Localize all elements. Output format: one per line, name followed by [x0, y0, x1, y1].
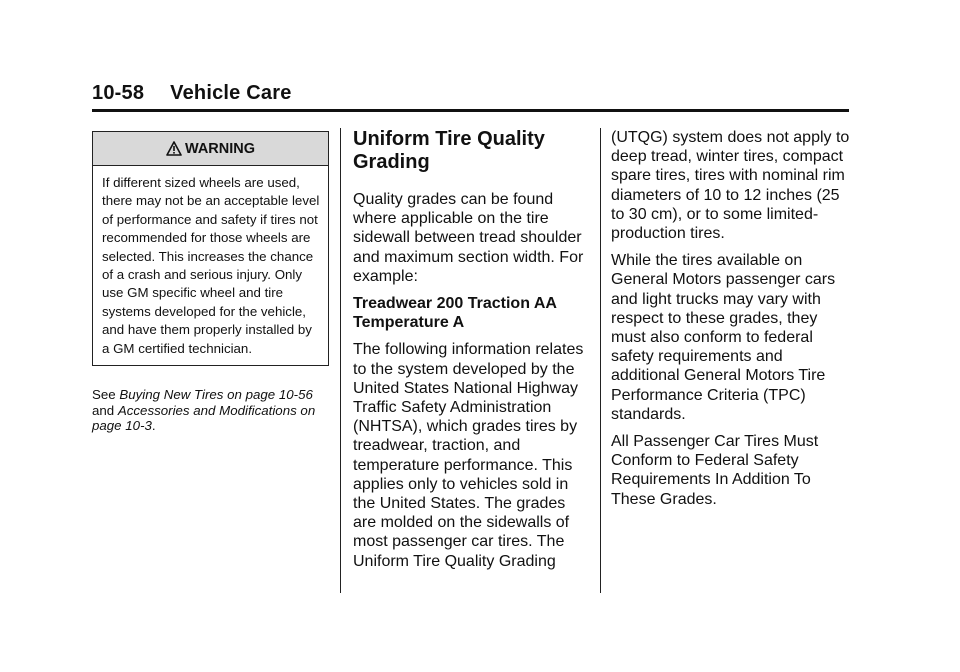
column-3 [611, 128, 851, 517]
paragraph-federal-safety: All Passenger Car Tires Must Conform to Federal Safety Requirements In Addition To These Grades. [611, 433, 819, 508]
paragraph-utqg-exceptions: (UTQG) system does not apply to deep tread, winter tires, compact spare tires, tires with nominal rim diameters of 10 to 12 inches (25 to 30 cm), or to some limited-production tires. [611, 129, 850, 243]
grade-example: Treadwear 200 Traction AA Temperature A [353, 295, 557, 332]
see-prefix: See [92, 387, 120, 403]
warning-header [93, 132, 328, 166]
paragraph-nhtsa: The following information relates to the system developed by the United States National Highway Traffic Safety Administration (NHTSA), which grades tires by treadwear, traction, and temperature performance. This applies only to vehicles sold in the United States. The grades are molded on the sidewalls of most passenger car tires. The Uniform Tire Quality Grading [353, 341, 584, 570]
page-number: 10-58 [92, 82, 145, 104]
column-divider [340, 128, 341, 593]
warning-text: If different sized wheels are used, there may not be an acceptable level of performance and safety if tires not recommended for those wheels are selected. This increases the chance of a crash and serious injury. Only use GM specific wheel and tire systems developed for the vehicle, and have them properly installed by a GM certified technician. [102, 175, 320, 356]
see-middle: and [92, 402, 118, 418]
paragraph-gm-tpc: While the tires available on General Motors passenger cars and light trucks may vary with respect to these grades, they must also conform to federal safety requirements and additional General Motors Tire Performance Criteria (TPC) standards. [611, 252, 836, 423]
link-accessories-modifications[interactable]: Accessories and Modifications on page 10-3 [92, 402, 316, 434]
page-header [92, 82, 849, 112]
column-1 [92, 128, 329, 434]
section-heading: Uniform Tire Quality Grading [353, 128, 545, 173]
warning-title: WARNING [184, 140, 256, 157]
see-suffix: . [151, 418, 156, 434]
column-divider [600, 128, 601, 593]
see-reference [92, 387, 329, 434]
warning-triangle-icon [166, 141, 182, 156]
link-buying-new-tires[interactable]: Buying New Tires on page 10-56 [119, 387, 313, 403]
paragraph-quality-grades: Quality grades can be found where applicable on the tire sidewall between tread shoulder and maximum section width. For example: [353, 191, 584, 285]
column-2 [353, 128, 591, 579]
section-title: Vehicle Care [170, 82, 292, 104]
warning-box [92, 131, 329, 366]
